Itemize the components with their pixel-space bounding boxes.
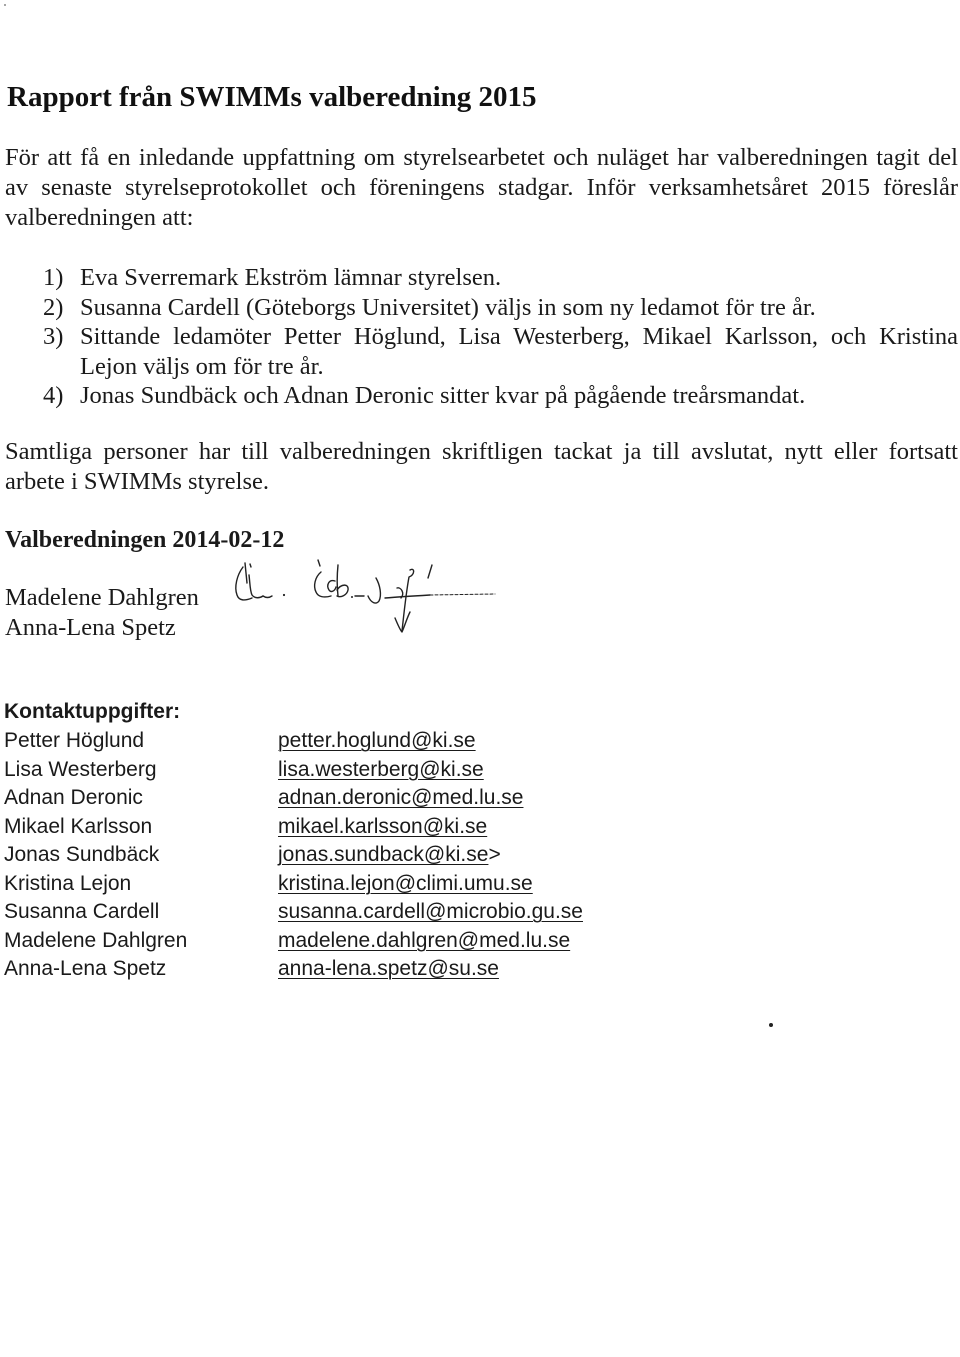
contact-email-cell bbox=[278, 898, 583, 927]
handwritten-signature bbox=[225, 553, 505, 643]
intro-paragraph bbox=[5, 143, 958, 233]
proposal-text bbox=[80, 263, 958, 293]
contact-email-cell bbox=[278, 841, 501, 870]
contact-name: Mikael Karlsson bbox=[4, 814, 153, 838]
proposal-line: Eva Sverremark Ekström lämnar styrelsen. bbox=[80, 264, 502, 291]
proposal-number: 3) bbox=[43, 323, 64, 350]
contact-name: Petter Höglund bbox=[4, 729, 145, 752]
committee-heading: Valberedningen 2014-02-12 bbox=[5, 527, 285, 553]
contact-email-cell bbox=[278, 870, 533, 899]
contact-email-cell bbox=[278, 756, 484, 785]
contact-email-cell bbox=[278, 927, 570, 956]
report-title: Rapport från SWIMMs valberedning 2015 bbox=[7, 81, 537, 113]
contact-name: Kristina Lejon bbox=[4, 871, 132, 895]
contact-email-suffix: > bbox=[488, 843, 501, 866]
proposal-number: 1) bbox=[43, 264, 64, 291]
contact-row bbox=[4, 756, 704, 785]
contact-name: Jonas Sundbäck bbox=[4, 843, 160, 866]
closing-line: Samtliga personer har till valberedningen skriftligen tackat ja till avslutat, nytt eller fortsatt bbox=[5, 438, 958, 465]
contact-row bbox=[4, 870, 704, 899]
contact-email-link[interactable]: lisa.westerberg@ki.se bbox=[278, 757, 484, 781]
contact-name: Madelene Dahlgren bbox=[4, 928, 188, 952]
proposal-line: Susanna Cardell (Göteborgs Universitet) väljs in som ny ledamot för tre år. bbox=[80, 293, 816, 321]
contact-name: Anna-Lena Spetz bbox=[4, 957, 167, 980]
proposal-line: Sittande ledamöter Petter Höglund, Lisa Westerberg, Mikael Karlsson, och Kristina bbox=[80, 323, 958, 350]
contact-row bbox=[4, 955, 704, 984]
contact-email-link[interactable]: petter.hoglund@ki.se bbox=[278, 729, 476, 752]
contact-email-link[interactable]: anna-lena.spetz@su.se bbox=[278, 957, 499, 980]
contacts-heading: Kontaktuppgifter: bbox=[4, 700, 181, 723]
scan-speck bbox=[4, 4, 6, 6]
contact-row bbox=[4, 927, 704, 956]
proposal-line: Lejon väljs om för tre år. bbox=[80, 352, 324, 380]
contact-email-link[interactable]: jonas.sundback@ki.se bbox=[278, 843, 489, 866]
proposal-text bbox=[80, 381, 958, 411]
intro-line: För att få en inledande uppfattning om styrelsearbetet och nuläget har valberedningen tagit del bbox=[5, 144, 958, 171]
contact-row bbox=[4, 813, 704, 842]
contacts-list bbox=[4, 727, 704, 984]
contact-name: Lisa Westerberg bbox=[4, 757, 157, 781]
contact-email-cell bbox=[278, 784, 523, 813]
contact-row bbox=[4, 727, 704, 756]
closing-line: arbete i SWIMMs styrelse. bbox=[5, 468, 269, 495]
intro-line: av senaste styrelseprotokollet och föreningens stadgar. Inför verksamhetsåret 2015 föreslår bbox=[5, 174, 958, 201]
proposal-text bbox=[80, 293, 958, 323]
proposal-number: 2) bbox=[43, 293, 64, 321]
contact-email-link[interactable]: kristina.lejon@climi.umu.se bbox=[278, 871, 533, 895]
proposal-item bbox=[43, 293, 958, 323]
proposal-number: 4) bbox=[43, 382, 64, 409]
contact-name: Susanna Cardell bbox=[4, 900, 160, 923]
contact-email-cell bbox=[278, 813, 487, 842]
intro-line: valberedningen att: bbox=[5, 204, 194, 231]
closing-paragraph bbox=[5, 437, 958, 497]
contact-email-link[interactable]: mikael.karlsson@ki.se bbox=[278, 814, 488, 838]
contact-row bbox=[4, 841, 704, 870]
proposal-list bbox=[43, 263, 958, 411]
proposal-item bbox=[43, 322, 958, 381]
contact-email-link[interactable]: madelene.dahlgren@med.lu.se bbox=[278, 928, 571, 952]
proposal-item bbox=[43, 263, 958, 293]
contact-row bbox=[4, 898, 704, 927]
proposal-text bbox=[80, 322, 958, 381]
contact-email-link[interactable]: adnan.deronic@med.lu.se bbox=[278, 786, 524, 809]
committee-member: Madelene Dahlgren bbox=[5, 584, 199, 611]
contact-email-cell bbox=[278, 955, 499, 984]
contact-name: Adnan Deronic bbox=[4, 786, 143, 809]
committee-member: Anna-Lena Spetz bbox=[5, 614, 176, 641]
contact-email-link[interactable]: susanna.cardell@microbio.gu.se bbox=[278, 900, 583, 923]
proposal-line: Jonas Sundbäck och Adnan Deronic sitter kvar på pågående treårsmandat. bbox=[80, 382, 806, 409]
scan-speck bbox=[769, 1023, 773, 1027]
contact-email-cell bbox=[278, 727, 476, 756]
committee-members bbox=[5, 583, 199, 643]
proposal-item bbox=[43, 381, 958, 411]
contact-row bbox=[4, 784, 704, 813]
